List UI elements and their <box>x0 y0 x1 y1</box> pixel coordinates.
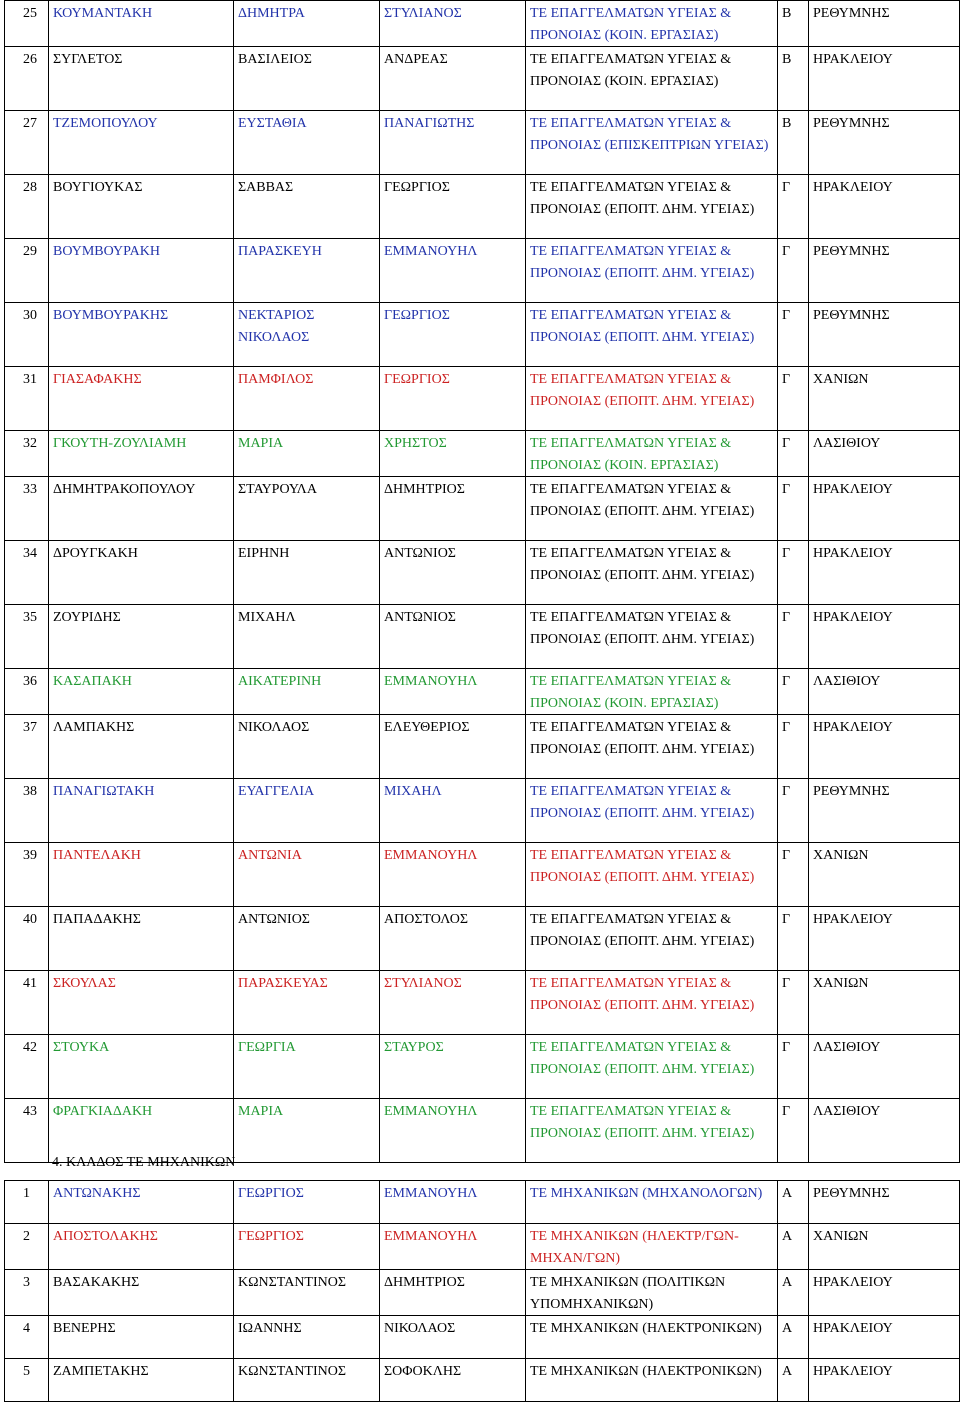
cell-region: ΗΡΑΚΛΕΙΟΥ <box>809 715 960 779</box>
cell-number: 35 <box>5 605 49 669</box>
cell-region: ΧΑΝΙΩΝ <box>809 971 960 1035</box>
cell-number: 39 <box>5 843 49 907</box>
cell-surname: ΠΑΝΤΕΛΑΚΗ <box>49 843 234 907</box>
cell-father-name: ΠΑΝΑΓΙΩΤΗΣ <box>380 111 526 175</box>
cell-number: 2 <box>5 1224 49 1270</box>
cell-region: ΗΡΑΚΛΕΙΟΥ <box>809 477 960 541</box>
table-row <box>5 779 960 843</box>
cell-number: 36 <box>5 669 49 715</box>
cell-surname: ΠΑΝΑΓΙΩΤΑΚΗ <box>49 779 234 843</box>
table-row <box>5 1 960 47</box>
cell-region: ΧΑΝΙΩΝ <box>809 843 960 907</box>
cell-name: ΜΙΧΑΗΛ <box>234 605 380 669</box>
cell-number: 34 <box>5 541 49 605</box>
cell-region: ΛΑΣΙΘΙΟΥ <box>809 669 960 715</box>
engineers-table-body <box>5 1181 960 1402</box>
cell-surname: ΒΟΥΓΙΟΥΚΑΣ <box>49 175 234 239</box>
cell-father-name: ΑΝΤΩΝΙΟΣ <box>380 605 526 669</box>
cell-father-name: ΕΜΜΑΝΟΥΗΛ <box>380 1099 526 1163</box>
cell-number: 28 <box>5 175 49 239</box>
cell-region: ΛΑΣΙΘΙΟΥ <box>809 1099 960 1163</box>
cell-region: ΗΡΑΚΛΕΙΟΥ <box>809 47 960 111</box>
cell-number: 3 <box>5 1270 49 1316</box>
cell-name: ΕΥΑΓΓΕΛΙΑ <box>234 779 380 843</box>
cell-grade: Γ <box>778 907 809 971</box>
cell-surname: ΖΑΜΠΕΤΑΚΗΣ <box>49 1359 234 1402</box>
cell-specialty: ΤΕ ΕΠΑΓΓΕΛΜΑΤΩΝ ΥΓΕΙΑΣ & ΠΡΟΝΟΙΑΣ (ΕΠΟΠΤ. ΔΗΜ. ΥΓΕΙΑΣ) <box>526 303 778 367</box>
cell-grade: Γ <box>778 303 809 367</box>
cell-number: 29 <box>5 239 49 303</box>
cell-father-name: ΣΤΥΛΙΑΝΟΣ <box>380 971 526 1035</box>
cell-father-name: ΝΙΚΟΛΑΟΣ <box>380 1316 526 1359</box>
cell-region: ΡΕΘΥΜΝΗΣ <box>809 111 960 175</box>
cell-grade: Γ <box>778 605 809 669</box>
cell-grade: Γ <box>778 431 809 477</box>
cell-number: 25 <box>5 1 49 47</box>
table-row <box>5 541 960 605</box>
cell-name: ΝΙΚΟΛΑΟΣ <box>234 715 380 779</box>
cell-name: ΠΑΡΑΣΚΕΥΑΣ <box>234 971 380 1035</box>
cell-specialty: ΤΕ ΕΠΑΓΓΕΛΜΑΤΩΝ ΥΓΕΙΑΣ & ΠΡΟΝΟΙΑΣ (ΕΠΟΠΤ. ΔΗΜ. ΥΓΕΙΑΣ) <box>526 477 778 541</box>
cell-grade: Β <box>778 1 809 47</box>
cell-surname: ΒΟΥΜΒΟΥΡΑΚΗΣ <box>49 303 234 367</box>
cell-specialty: ΤΕ ΜΗΧΑΝΙΚΩΝ (ΗΛΕΚΤΡ/ΓΩΝ-ΜΗΧΑΝ/ΓΩΝ) <box>526 1224 778 1270</box>
cell-specialty: ΤΕ ΕΠΑΓΓΕΛΜΑΤΩΝ ΥΓΕΙΑΣ & ΠΡΟΝΟΙΑΣ (ΚΟΙΝ. ΕΡΓΑΣΙΑΣ) <box>526 1 778 47</box>
table-row <box>5 1316 960 1359</box>
cell-specialty: ΤΕ ΕΠΑΓΓΕΛΜΑΤΩΝ ΥΓΕΙΑΣ & ΠΡΟΝΟΙΑΣ (ΕΠΟΠΤ. ΔΗΜ. ΥΓΕΙΑΣ) <box>526 907 778 971</box>
table-row <box>5 669 960 715</box>
table-row <box>5 605 960 669</box>
cell-specialty: ΤΕ ΕΠΑΓΓΕΛΜΑΤΩΝ ΥΓΕΙΑΣ & ΠΡΟΝΟΙΑΣ (ΕΠΟΠΤ. ΔΗΜ. ΥΓΕΙΑΣ) <box>526 605 778 669</box>
cell-number: 5 <box>5 1359 49 1402</box>
cell-region: ΗΡΑΚΛΕΙΟΥ <box>809 541 960 605</box>
cell-region: ΡΕΘΥΜΝΗΣ <box>809 239 960 303</box>
cell-specialty: ΤΕ ΕΠΑΓΓΕΛΜΑΤΩΝ ΥΓΕΙΑΣ & ΠΡΟΝΟΙΑΣ (ΚΟΙΝ. ΕΡΓΑΣΙΑΣ) <box>526 431 778 477</box>
table-row <box>5 47 960 111</box>
cell-grade: Γ <box>778 1035 809 1099</box>
cell-specialty: ΤΕ ΕΠΑΓΓΕΛΜΑΤΩΝ ΥΓΕΙΑΣ & ΠΡΟΝΟΙΑΣ (ΕΠΟΠΤ. ΔΗΜ. ΥΓΕΙΑΣ) <box>526 779 778 843</box>
cell-surname: ΚΑΣΑΠΑΚΗ <box>49 669 234 715</box>
cell-specialty: ΤΕ ΕΠΑΓΓΕΛΜΑΤΩΝ ΥΓΕΙΑΣ & ΠΡΟΝΟΙΑΣ (ΕΠΟΠΤ. ΔΗΜ. ΥΓΕΙΑΣ) <box>526 541 778 605</box>
cell-father-name: ΔΗΜΗΤΡΙΟΣ <box>380 477 526 541</box>
cell-surname: ΣΚΟΥΛΑΣ <box>49 971 234 1035</box>
table-row <box>5 239 960 303</box>
cell-name: ΜΑΡΙΑ <box>234 431 380 477</box>
cell-specialty: ΤΕ ΕΠΑΓΓΕΛΜΑΤΩΝ ΥΓΕΙΑΣ & ΠΡΟΝΟΙΑΣ (ΕΠΟΠΤ. ΔΗΜ. ΥΓΕΙΑΣ) <box>526 367 778 431</box>
cell-father-name: ΑΠΟΣΤΟΛΟΣ <box>380 907 526 971</box>
cell-grade: Γ <box>778 779 809 843</box>
cell-surname: ΠΑΠΑΔΑΚΗΣ <box>49 907 234 971</box>
cell-father-name: ΓΕΩΡΓΙΟΣ <box>380 175 526 239</box>
cell-region: ΧΑΝΙΩΝ <box>809 1224 960 1270</box>
cell-specialty: ΤΕ ΕΠΑΓΓΕΛΜΑΤΩΝ ΥΓΕΙΑΣ & ΠΡΟΝΟΙΑΣ (ΕΠΙΣΚΕΠΤΡΙΩΝ ΥΓΕΙΑΣ) <box>526 111 778 175</box>
cell-grade: Γ <box>778 239 809 303</box>
cell-number: 38 <box>5 779 49 843</box>
cell-surname: ΓΚΟΥΤΗ-ΖΟΥΛΙΑΜΗ <box>49 431 234 477</box>
cell-father-name: ΕΜΜΑΝΟΥΗΛ <box>380 669 526 715</box>
cell-surname: ΓΙΑΣΑΦΑΚΗΣ <box>49 367 234 431</box>
cell-father-name: ΓΕΩΡΓΙΟΣ <box>380 303 526 367</box>
cell-region: ΛΑΣΙΘΙΟΥ <box>809 431 960 477</box>
table-row <box>5 971 960 1035</box>
cell-number: 1 <box>5 1181 49 1224</box>
cell-father-name: ΓΕΩΡΓΙΟΣ <box>380 367 526 431</box>
cell-father-name: ΣΤΑΥΡΟΣ <box>380 1035 526 1099</box>
engineers-table <box>4 1180 960 1402</box>
cell-grade: Γ <box>778 1099 809 1163</box>
cell-specialty: ΤΕ ΕΠΑΓΓΕΛΜΑΤΩΝ ΥΓΕΙΑΣ & ΠΡΟΝΟΙΑΣ (ΕΠΟΠΤ. ΔΗΜ. ΥΓΕΙΑΣ) <box>526 239 778 303</box>
cell-grade: Β <box>778 111 809 175</box>
cell-name: ΣΤΑΥΡΟΥΛΑ <box>234 477 380 541</box>
cell-surname: ΔΡΟΥΓΚΑΚΗ <box>49 541 234 605</box>
cell-specialty: ΤΕ ΕΠΑΓΓΕΛΜΑΤΩΝ ΥΓΕΙΑΣ & ΠΡΟΝΟΙΑΣ (ΕΠΟΠΤ. ΔΗΜ. ΥΓΕΙΑΣ) <box>526 1099 778 1163</box>
cell-region: ΗΡΑΚΛΕΙΟΥ <box>809 907 960 971</box>
cell-region: ΗΡΑΚΛΕΙΟΥ <box>809 1316 960 1359</box>
cell-surname: ΑΠΟΣΤΟΛΑΚΗΣ <box>49 1224 234 1270</box>
cell-specialty: ΤΕ ΕΠΑΓΓΕΛΜΑΤΩΝ ΥΓΕΙΑΣ & ΠΡΟΝΟΙΑΣ (ΕΠΟΠΤ. ΔΗΜ. ΥΓΕΙΑΣ) <box>526 175 778 239</box>
cell-specialty: ΤΕ ΕΠΑΓΓΕΛΜΑΤΩΝ ΥΓΕΙΑΣ & ΠΡΟΝΟΙΑΣ (ΕΠΟΠΤ. ΔΗΜ. ΥΓΕΙΑΣ) <box>526 1035 778 1099</box>
cell-father-name: ΕΜΜΑΝΟΥΗΛ <box>380 843 526 907</box>
cell-father-name: ΕΛΕΥΘΕΡΙΟΣ <box>380 715 526 779</box>
cell-grade: Γ <box>778 541 809 605</box>
cell-surname: ΒΑΣΑΚΑΚΗΣ <box>49 1270 234 1316</box>
cell-specialty: ΤΕ ΕΠΑΓΓΕΛΜΑΤΩΝ ΥΓΕΙΑΣ & ΠΡΟΝΟΙΑΣ (ΕΠΟΠΤ. ΔΗΜ. ΥΓΕΙΑΣ) <box>526 715 778 779</box>
cell-name: ΓΕΩΡΓΙΑ <box>234 1035 380 1099</box>
cell-surname: ΣΥΓΛΕΤΟΣ <box>49 47 234 111</box>
cell-number: 43 <box>5 1099 49 1163</box>
cell-father-name: ΣΟΦΟΚΛΗΣ <box>380 1359 526 1402</box>
table-row <box>5 367 960 431</box>
table-row <box>5 477 960 541</box>
cell-specialty: ΤΕ ΜΗΧΑΝΙΚΩΝ (ΗΛΕΚΤΡΟΝΙΚΩΝ) <box>526 1316 778 1359</box>
cell-surname: ΒΕΝΕΡΗΣ <box>49 1316 234 1359</box>
cell-grade: Α <box>778 1316 809 1359</box>
cell-surname: ΤΖΕΜΟΠΟΥΛΟΥ <box>49 111 234 175</box>
cell-number: 32 <box>5 431 49 477</box>
cell-surname: ΦΡΑΓΚΙΑΔΑΚΗ <box>49 1099 234 1163</box>
cell-number: 42 <box>5 1035 49 1099</box>
cell-name: ΕΙΡΗΝΗ <box>234 541 380 605</box>
cell-number: 4 <box>5 1316 49 1359</box>
cell-region: ΗΡΑΚΛΕΙΟΥ <box>809 175 960 239</box>
table-row <box>5 1181 960 1224</box>
cell-name: ΕΥΣΤΑΘΙΑ <box>234 111 380 175</box>
cell-grade: Β <box>778 47 809 111</box>
cell-region: ΡΕΘΥΜΝΗΣ <box>809 1 960 47</box>
cell-specialty: ΤΕ ΕΠΑΓΓΕΛΜΑΤΩΝ ΥΓΕΙΑΣ & ΠΡΟΝΟΙΑΣ (ΕΠΟΠΤ. ΔΗΜ. ΥΓΕΙΑΣ) <box>526 843 778 907</box>
cell-region: ΗΡΑΚΛΕΙΟΥ <box>809 605 960 669</box>
cell-name: ΙΩΑΝΝΗΣ <box>234 1316 380 1359</box>
cell-name: ΑΙΚΑΤΕΡΙΝΗ <box>234 669 380 715</box>
cell-grade: Α <box>778 1224 809 1270</box>
cell-father-name: ΕΜΜΑΝΟΥΗΛ <box>380 239 526 303</box>
cell-father-name: ΜΙΧΑΗΛ <box>380 779 526 843</box>
cell-specialty: ΤΕ ΜΗΧΑΝΙΚΩΝ (ΜΗΧΑΝΟΛΟΓΩΝ) <box>526 1181 778 1224</box>
cell-specialty: ΤΕ ΕΠΑΓΓΕΛΜΑΤΩΝ ΥΓΕΙΑΣ & ΠΡΟΝΟΙΑΣ (ΚΟΙΝ. ΕΡΓΑΣΙΑΣ) <box>526 669 778 715</box>
table-row <box>5 1035 960 1099</box>
cell-number: 37 <box>5 715 49 779</box>
cell-grade: Α <box>778 1359 809 1402</box>
cell-grade: Γ <box>778 477 809 541</box>
cell-father-name: ΔΗΜΗΤΡΙΟΣ <box>380 1270 526 1316</box>
cell-surname: ΒΟΥΜΒΟΥΡΑΚΗ <box>49 239 234 303</box>
cell-surname: ΛΑΜΠΑΚΗΣ <box>49 715 234 779</box>
cell-specialty: ΤΕ ΜΗΧΑΝΙΚΩΝ (ΗΛΕΚΤΡΟΝΙΚΩΝ) <box>526 1359 778 1402</box>
table-row <box>5 1359 960 1402</box>
cell-name: ΝΕΚΤΑΡΙΟΣ ΝΙΚΟΛΑΟΣ <box>234 303 380 367</box>
cell-name: ΓΕΩΡΓΙΟΣ <box>234 1181 380 1224</box>
cell-specialty: ΤΕ ΕΠΑΓΓΕΛΜΑΤΩΝ ΥΓΕΙΑΣ & ΠΡΟΝΟΙΑΣ (ΕΠΟΠΤ. ΔΗΜ. ΥΓΕΙΑΣ) <box>526 971 778 1035</box>
cell-grade: Γ <box>778 715 809 779</box>
section-heading: 4. ΚΛΑΔΟΣ ΤΕ ΜΗΧΑΝΙΚΩΝ <box>52 1155 236 1170</box>
cell-number: 30 <box>5 303 49 367</box>
table-row <box>5 843 960 907</box>
cell-father-name: ΑΝΔΡΕΑΣ <box>380 47 526 111</box>
cell-number: 31 <box>5 367 49 431</box>
table-row <box>5 715 960 779</box>
cell-region: ΡΕΘΥΜΝΗΣ <box>809 1181 960 1224</box>
cell-surname: ΚΟΥΜΑΝΤΑΚΗ <box>49 1 234 47</box>
cell-name: ΑΝΤΩΝΙΑ <box>234 843 380 907</box>
cell-number: 33 <box>5 477 49 541</box>
cell-father-name: ΕΜΜΑΝΟΥΗΛ <box>380 1181 526 1224</box>
table-row <box>5 175 960 239</box>
cell-father-name: ΧΡΗΣΤΟΣ <box>380 431 526 477</box>
cell-grade: Γ <box>778 367 809 431</box>
health-professions-table-body <box>5 1 960 1163</box>
cell-number: 40 <box>5 907 49 971</box>
cell-specialty: ΤΕ ΜΗΧΑΝΙΚΩΝ (ΠΟΛΙΤΙΚΩΝ ΥΠΟΜΗΧΑΝΙΚΩΝ) <box>526 1270 778 1316</box>
cell-number: 26 <box>5 47 49 111</box>
cell-region: ΛΑΣΙΘΙΟΥ <box>809 1035 960 1099</box>
cell-surname: ΖΟΥΡΙΔΗΣ <box>49 605 234 669</box>
cell-name: ΓΕΩΡΓΙΟΣ <box>234 1224 380 1270</box>
cell-name: ΚΩΝΣΤΑΝΤΙΝΟΣ <box>234 1359 380 1402</box>
cell-name: ΠΑΜΦΙΛΟΣ <box>234 367 380 431</box>
table-row <box>5 111 960 175</box>
cell-surname: ΑΝΤΩΝΑΚΗΣ <box>49 1181 234 1224</box>
cell-grade: Γ <box>778 669 809 715</box>
cell-region: ΗΡΑΚΛΕΙΟΥ <box>809 1359 960 1402</box>
table-row <box>5 303 960 367</box>
cell-region: ΗΡΑΚΛΕΙΟΥ <box>809 1270 960 1316</box>
cell-grade: Γ <box>778 843 809 907</box>
cell-name: ΜΑΡΙΑ <box>234 1099 380 1163</box>
cell-father-name: ΣΤΥΛΙΑΝΟΣ <box>380 1 526 47</box>
health-professions-table <box>4 0 960 1163</box>
cell-surname: ΔΗΜΗΤΡΑΚΟΠΟΥΛΟΥ <box>49 477 234 541</box>
cell-name: ΚΩΝΣΤΑΝΤΙΝΟΣ <box>234 1270 380 1316</box>
cell-region: ΡΕΘΥΜΝΗΣ <box>809 303 960 367</box>
cell-father-name: ΕΜΜΑΝΟΥΗΛ <box>380 1224 526 1270</box>
cell-grade: Γ <box>778 971 809 1035</box>
table-row <box>5 1224 960 1270</box>
table-row <box>5 907 960 971</box>
cell-father-name: ΑΝΤΩΝΙΟΣ <box>380 541 526 605</box>
table-row <box>5 1270 960 1316</box>
cell-name: ΔΗΜΗΤΡΑ <box>234 1 380 47</box>
cell-name: ΑΝΤΩΝΙΟΣ <box>234 907 380 971</box>
cell-grade: Α <box>778 1181 809 1224</box>
cell-name: ΣΑΒΒΑΣ <box>234 175 380 239</box>
cell-grade: Γ <box>778 175 809 239</box>
cell-surname: ΣΤΟΥΚΑ <box>49 1035 234 1099</box>
cell-grade: Α <box>778 1270 809 1316</box>
cell-number: 41 <box>5 971 49 1035</box>
cell-name: ΠΑΡΑΣΚΕΥΗ <box>234 239 380 303</box>
cell-region: ΧΑΝΙΩΝ <box>809 367 960 431</box>
cell-name: ΒΑΣΙΛΕΙΟΣ <box>234 47 380 111</box>
cell-region: ΡΕΘΥΜΝΗΣ <box>809 779 960 843</box>
table-row <box>5 431 960 477</box>
cell-number: 27 <box>5 111 49 175</box>
cell-specialty: ΤΕ ΕΠΑΓΓΕΛΜΑΤΩΝ ΥΓΕΙΑΣ & ΠΡΟΝΟΙΑΣ (ΚΟΙΝ. ΕΡΓΑΣΙΑΣ) <box>526 47 778 111</box>
